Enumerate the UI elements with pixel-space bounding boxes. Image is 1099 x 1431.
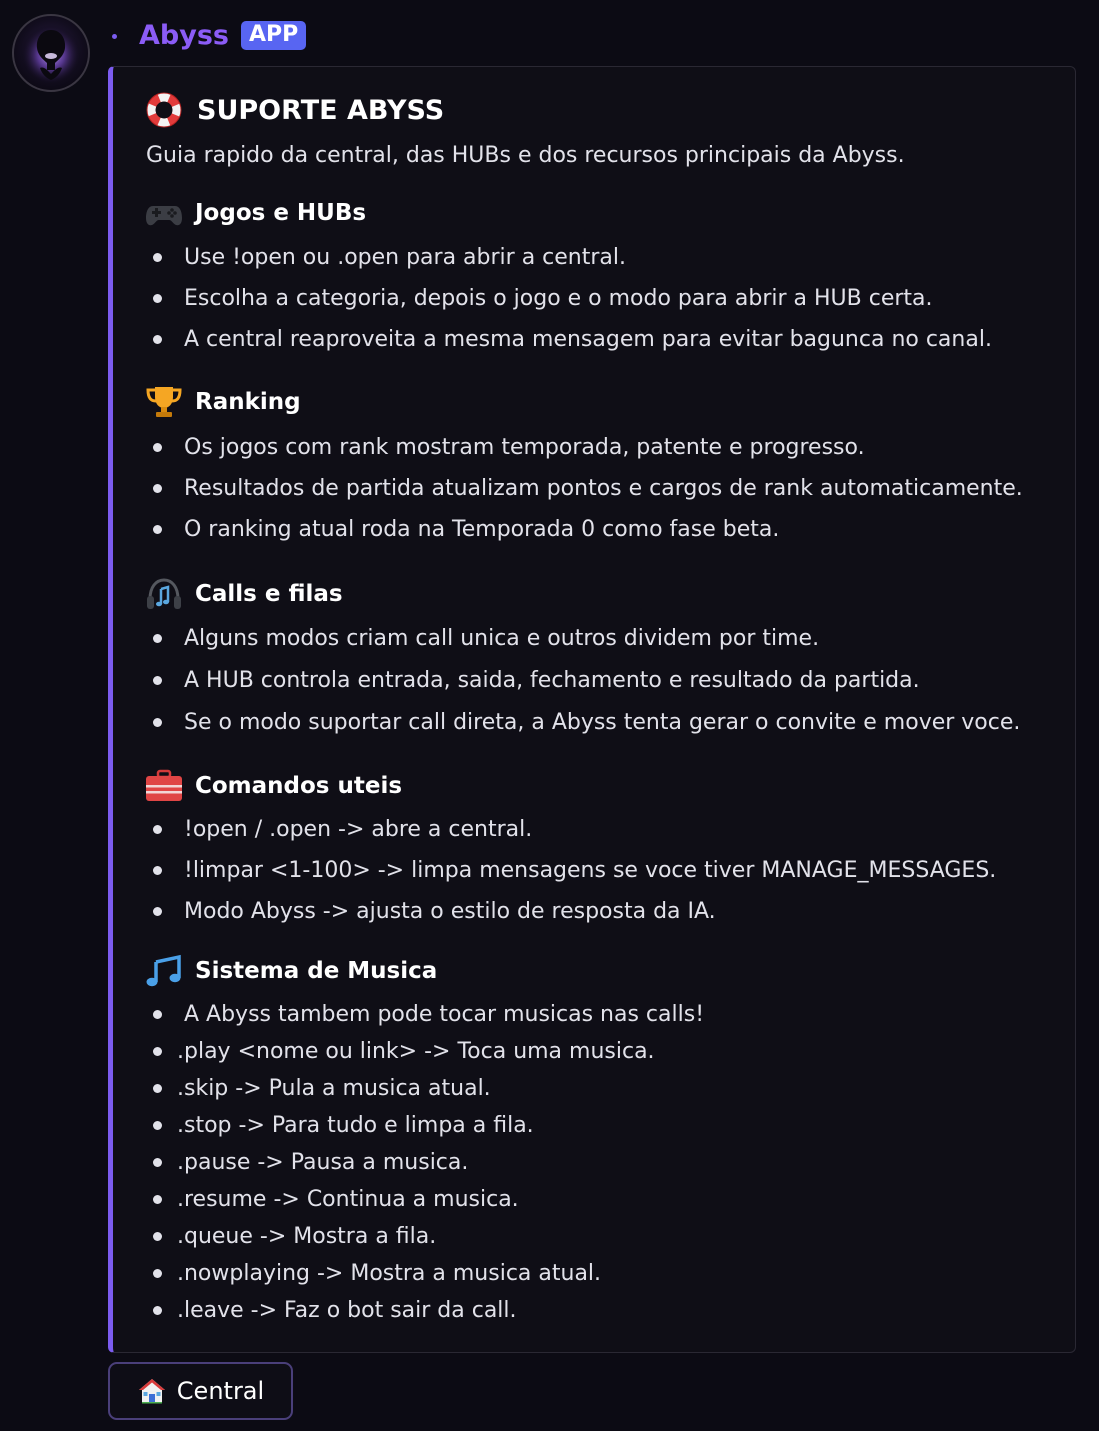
musical-notes-icon (145, 954, 183, 988)
list-item: A Abyss tambem pode tocar musicas nas calls! (145, 995, 704, 1033)
list-item: .stop -> Para tudo e limpa a fila. (145, 1107, 704, 1144)
list-item: !limpar <1-100> -> limpa mensagens se voce tiver MANAGE_MESSAGES. (145, 850, 996, 891)
list-item: Escolha a categoria, depois o jogo e o modo para abrir a HUB certa. (145, 278, 992, 319)
app-badge: APP (241, 21, 306, 50)
list-item: Os jogos com rank mostram temporada, patente e progresso. (145, 427, 1023, 468)
section-list-jogos (145, 237, 992, 360)
list-item: Se o modo suportar call direta, a Abyss tenta gerar o convite e mover voce. (145, 701, 1020, 743)
list-item: A central reaproveita a mesma mensagem para evitar bagunca no canal. (145, 319, 992, 360)
list-item: .pause -> Pausa a musica. (145, 1144, 704, 1181)
section-title-comandos (145, 769, 402, 803)
embed-title-text: SUPORTE ABYSS (197, 94, 445, 126)
section-title-musica (145, 954, 437, 988)
list-item: .skip -> Pula a musica atual. (145, 1070, 704, 1107)
list-item: Alguns modos criam call unica e outros dividem por time. (145, 617, 1020, 659)
game-controller-icon (145, 196, 183, 230)
list-item: .queue -> Mostra a fila. (145, 1218, 704, 1255)
list-item: .play <nome ou link> -> Toca uma musica. (145, 1033, 704, 1070)
embed-description: Guia rapido da central, das HUBs e dos recursos principais da Abyss. (146, 143, 905, 168)
trophy-icon (145, 385, 183, 419)
list-item: .nowplaying -> Mostra a musica atual. (145, 1255, 704, 1292)
list-item: Modo Abyss -> ajusta o estilo de resposta da IA. (145, 891, 996, 932)
section-title-text: Comandos uteis (195, 773, 403, 799)
list-item: Resultados de partida atualizam pontos e cargos de rank automaticamente. (145, 468, 1023, 509)
list-item: A HUB controla entrada, saida, fechamento e resultado da partida. (145, 659, 1020, 701)
list-item: !open / .open -> abre a central. (145, 809, 996, 850)
section-title-text: Ranking (195, 389, 301, 415)
section-title-text: Jogos e HUBs (195, 200, 367, 226)
central-button-label: Central (176, 1377, 265, 1405)
section-title-text: Calls e filas (195, 581, 343, 607)
section-title-ranking (145, 385, 301, 419)
section-title-calls (145, 577, 343, 611)
section-title-text: Sistema de Musica (195, 958, 438, 984)
section-list-comandos (145, 809, 996, 932)
toolbox-icon (145, 769, 183, 803)
bot-avatar[interactable] (12, 14, 90, 92)
embed-title (145, 89, 444, 131)
abyss-avatar-icon (14, 16, 88, 90)
section-list-musica (145, 995, 704, 1329)
list-item: .resume -> Continua a musica. (145, 1181, 704, 1218)
section-title-jogos (145, 196, 366, 230)
section-list-calls (145, 617, 1020, 743)
lifebuoy-icon (145, 91, 183, 129)
central-button[interactable] (108, 1362, 293, 1420)
headphone-icon (145, 577, 183, 611)
list-item: O ranking atual roda na Temporada 0 como fase beta. (145, 509, 1023, 550)
section-list-ranking (145, 427, 1023, 550)
author-name[interactable]: Abyss (139, 19, 229, 51)
message-header (112, 14, 306, 56)
presence-dot (112, 34, 117, 39)
list-item: .leave -> Faz o bot sair da call. (145, 1292, 704, 1329)
house-icon (137, 1376, 167, 1406)
list-item: Use !open ou .open para abrir a central. (145, 237, 992, 278)
support-embed (108, 66, 1076, 1353)
